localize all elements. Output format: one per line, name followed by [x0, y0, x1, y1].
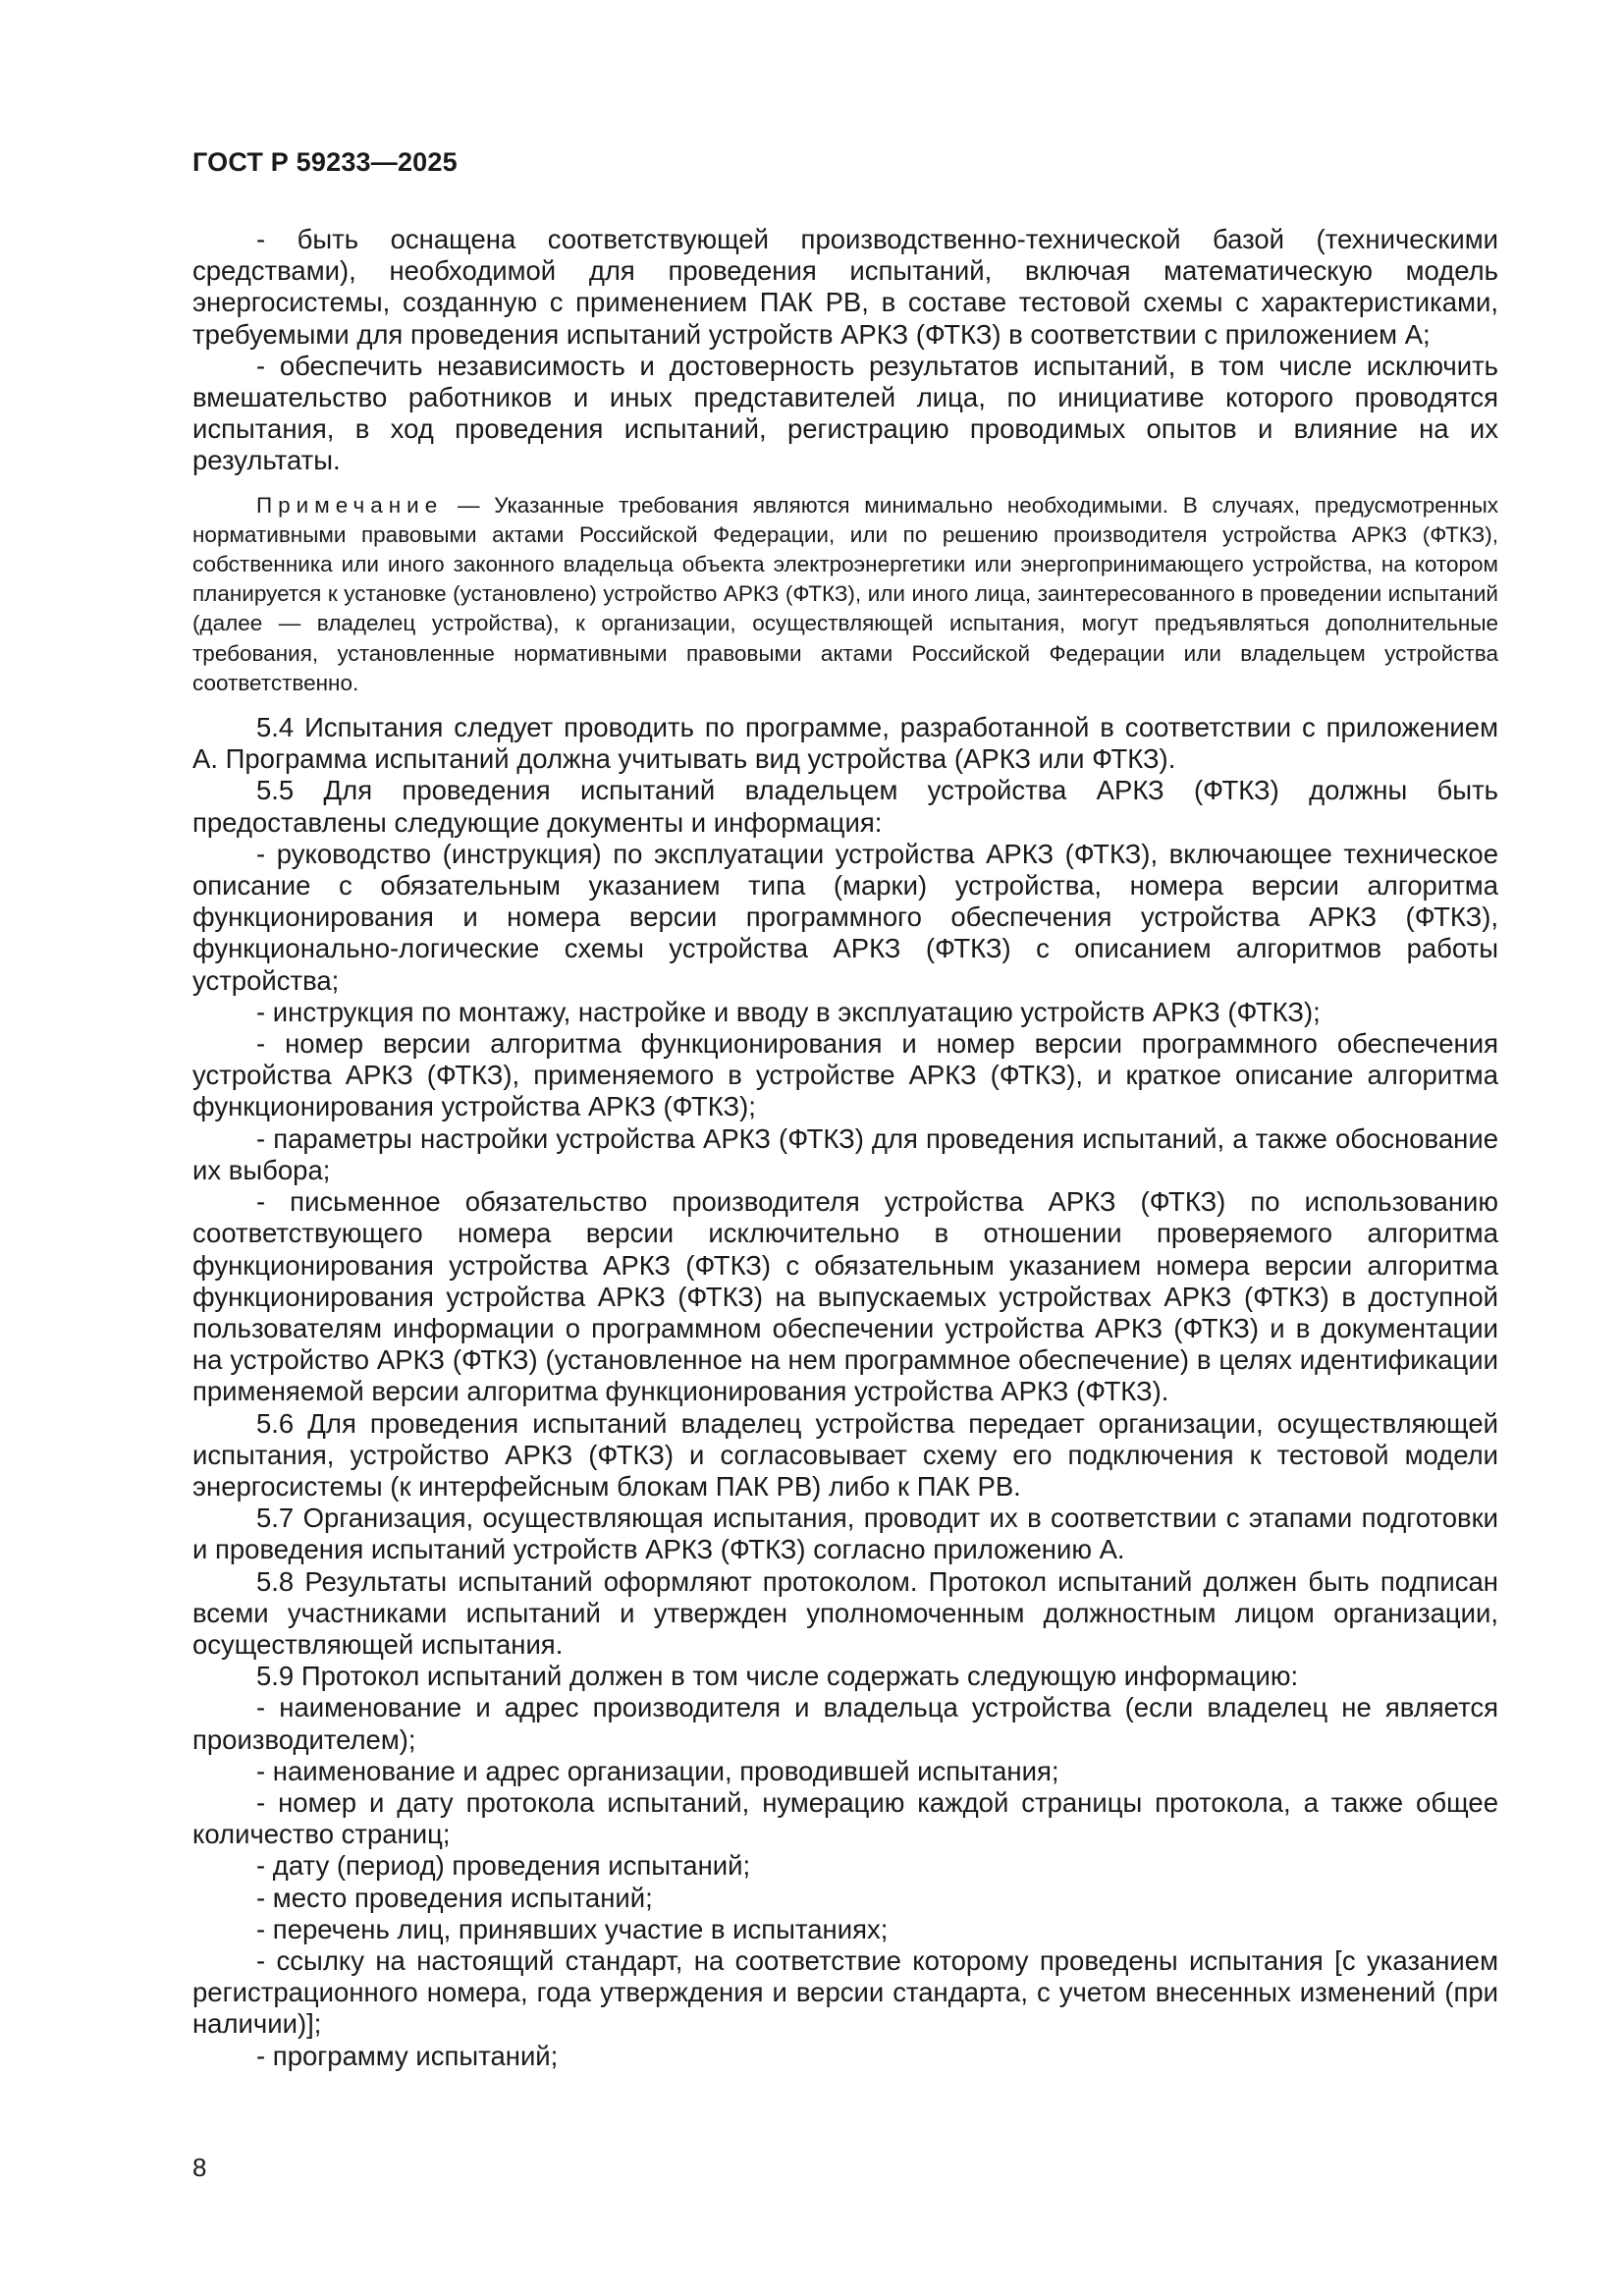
paragraph-bullet: - наименование и адрес производителя и владельца устройства (если владелец не является производителем); — [192, 1692, 1498, 1755]
note-text: — Указанные требования являются минимально необходимыми. В случаях, предусмотренных нормативными правовыми актами Российской Федерации, или по решению производителя устройства АРКЗ (ФТКЗ), собственника или иного законного владельца объекта электроэнергетики или энергопринимающего устройства, на котором планируется к установке (установлено) устройство АРКЗ (ФТКЗ), или иного лица, заинтересованного в проведении испытаний (далее — владелец устройства), к организации, осуществляющей испытания, могут предъявляться дополнительные требования, установленные нормативными правовыми актами Российской Федерации или владельцем устройства соответственно. — [192, 492, 1498, 695]
paragraph-bullet: - письменное обязательство производителя устройства АРКЗ (ФТКЗ) по использованию соответствующего номера версии исключительно в отношении проверяемого алгоритма функционирования устройства АРКЗ (ФТКЗ) с обязательным указанием номера версии алгоритма функционирования устройства АРКЗ (ФТКЗ) на выпускаемых устройствах АРКЗ (ФТКЗ) в доступной пользователям информации о программном обеспечении устройства АРКЗ (ФТКЗ) и в документации на устройство АРКЗ (ФТКЗ) (установленное на нем программное обеспечение) в целях идентификации применяемой версии алгоритма функционирования устройства АРКЗ (ФТКЗ). — [192, 1186, 1498, 1407]
paragraph-bullet: - наименование и адрес организации, проводившей испытания; — [256, 1755, 1059, 1786]
paragraph-bullet: - перечень лиц, принявших участие в испытаниях; — [256, 1913, 889, 1944]
clause-5-8: 5.8 Результаты испытаний оформляют протоколом. Протокол испытаний должен быть подписан всеми участниками испытаний и утвержден уполномоченным должностным лицом организации, осуществляющей испытания. — [192, 1565, 1498, 1660]
document-body — [192, 224, 1498, 2072]
note-paragraph — [192, 491, 1498, 698]
document-header: ГОСТ Р 59233—2025 — [192, 147, 458, 177]
clause-5-9: 5.9 Протокол испытаний должен в том числе содержать следующую информацию: — [256, 1661, 1299, 1692]
clause-5-4: 5.4 Испытания следует проводить по программе, разработанной в соответствии с приложением А. Программа испытаний должна учитывать вид устройства (АРКЗ или ФТКЗ). — [192, 712, 1498, 775]
paragraph-bullet: - параметры настройки устройства АРКЗ (ФТКЗ) для проведения испытаний, а также обоснование их выбора; — [192, 1122, 1498, 1185]
clause-5-7: 5.7 Организация, осуществляющая испытания, проводит их в соответствии с этапами подготовки и проведения испытаний устройств АРКЗ (ФТКЗ) согласно приложению А. — [192, 1503, 1498, 1565]
paragraph-bullet: - ссылку на настоящий стандарт, на соответствие которому проведены испытания [с указанием регистрационного номера, года утверждения и версии стандарта, с учетом внесенных изменений (при наличии)]; — [192, 1944, 1498, 2040]
clause-5-6: 5.6 Для проведения испытаний владелец устройства передает организации, осуществляющей испытания, устройство АРКЗ (ФТКЗ) и согласовывает схему его подключения к тестовой модели энергосистемы (к интерфейсным блокам ПАК РВ) либо к ПАК РВ. — [192, 1407, 1498, 1502]
paragraph-bullet: - инструкция по монтажу, настройке и вводу в эксплуатацию устройств АРКЗ (ФТКЗ); — [256, 996, 1321, 1027]
paragraph-bullet: - программу испытаний; — [256, 2040, 559, 2071]
note-label: Примечание — [256, 492, 444, 518]
clause-5-5: 5.5 Для проведения испытаний владельцем устройства АРКЗ (ФТКЗ) должны быть предоставлены следующие документы и информация: — [192, 775, 1498, 838]
paragraph-bullet: - дату (период) проведения испытаний; — [256, 1850, 751, 1882]
paragraph-bullet: - место проведения испытаний; — [256, 1882, 653, 1913]
page-number: 8 — [192, 2153, 207, 2182]
paragraph-bullet: - руководство (инструкция) по эксплуатации устройства АРКЗ (ФТКЗ), включающее техническое описание с обязательным указанием типа (марки) устройства, номера версии алгоритма функционирования и номера версии программного обеспечения устройства АРКЗ (ФТКЗ), функционально-логические схемы устройства АРКЗ (ФТКЗ) с описанием алгоритмов работы устройства; — [192, 838, 1498, 996]
paragraph-bullet: - обеспечить независимость и достоверность результатов испытаний, в том числе исключить вмешательство работников и иных представителей лица, по инициативе которого проводятся испытания, в ход проведения испытаний, регистрацию проводимых опытов и влияние на их результаты. — [192, 350, 1498, 476]
paragraph-bullet: - быть оснащена соответствующей производственно-технической базой (техническими средствами), необходимой для проведения испытаний, включая математическую модель энергосистемы, созданную с применением ПАК РВ, в составе тестовой схемы с характеристиками, требуемыми для проведения испытаний устройств АРКЗ (ФТКЗ) в соответствии с приложением А; — [192, 224, 1498, 350]
paragraph-bullet: - номер и дату протокола испытаний, нумерацию каждой страницы протокола, а также общее количество страниц; — [192, 1786, 1498, 1850]
paragraph-bullet: - номер версии алгоритма функционирования и номер версии программного обеспечения устройства АРКЗ (ФТКЗ), применяемого в устройстве АРКЗ (ФТКЗ), и краткое описание алгоритма функционирования устройства АРКЗ (ФТКЗ); — [192, 1028, 1498, 1122]
